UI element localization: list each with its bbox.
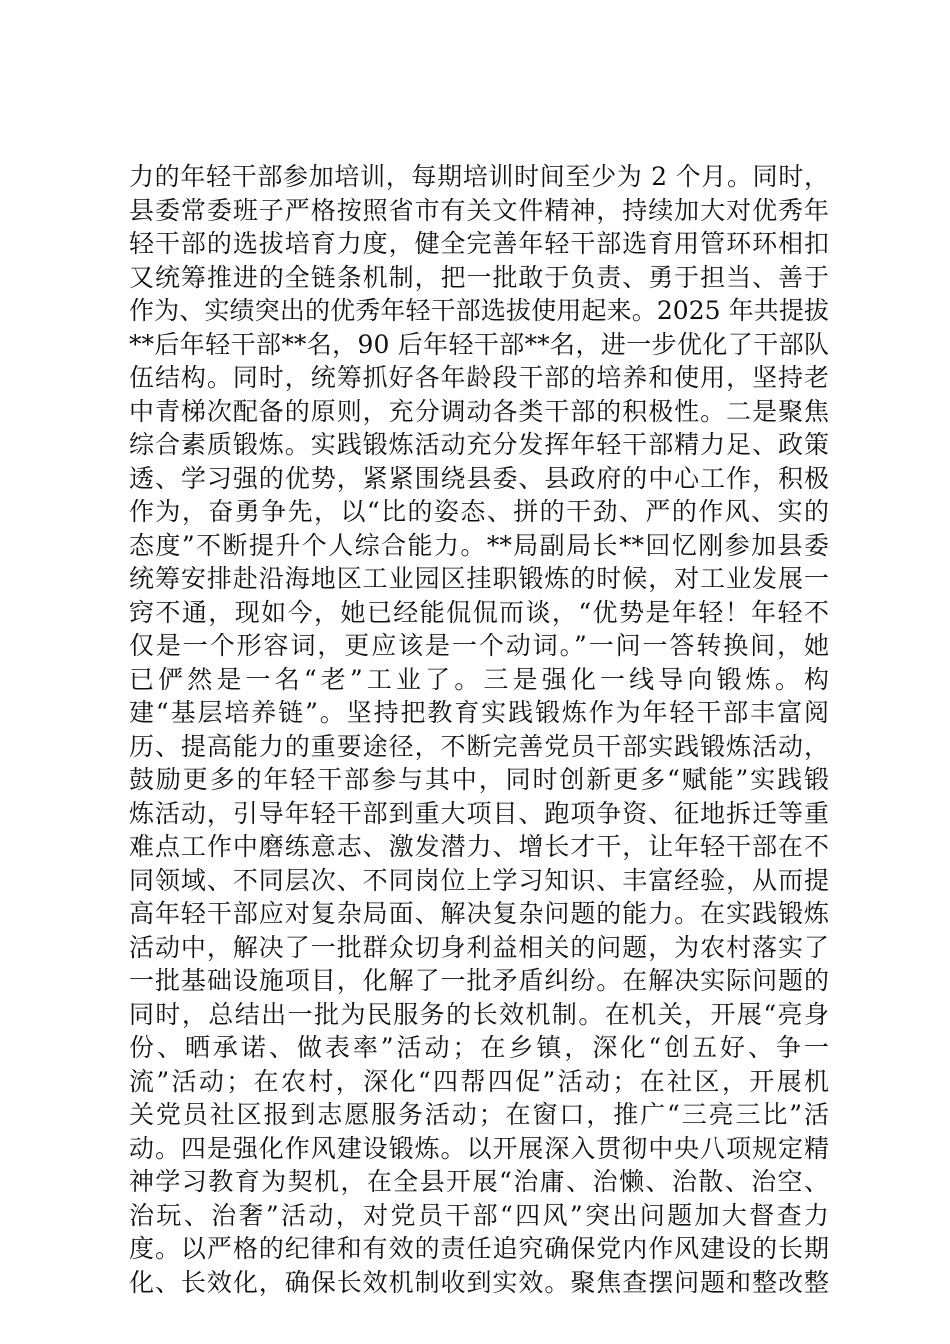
text-line: 仅是一个形容词，更应该是一个动词。”一问一答转换间，她 <box>129 631 829 660</box>
text-line: 一批基础设施项目，化解了一批矛盾纠纷。在解决实际问题的 <box>129 966 829 995</box>
text-line: 态度”不断提升个人综合能力。**局副局长**回忆刚参加县委 <box>129 530 829 560</box>
text-line: 活动中，解决了一批群众切身利益相关的问题，为农村落实了 <box>129 932 829 962</box>
text-line: 力的年轻干部参加培训，每期培训时间至少为 2 个月。同时， <box>129 162 829 191</box>
text-line: 又统筹推进的全链条机制，把一批敢于负责、勇于担当、善于 <box>129 262 829 292</box>
text-line: **后年轻干部**名，90 后年轻干部**名，进一步优化了干部队 <box>129 329 829 359</box>
text-line: 关党员社区报到志愿服务活动；在窗口，推广“三亮三比”活 <box>129 1100 829 1129</box>
text-line: 作为，奋勇争先，以“比的姿态、拼的干劲、严的作风、实的 <box>129 497 829 526</box>
text-line: 化、长效化，确保长效机制收到实效。聚焦查摆问题和整改整 <box>129 1267 829 1297</box>
text-line: 炼活动，引导年轻干部到重大项目、跑项争资、征地拆迁等重 <box>129 798 829 828</box>
text-line: 中青梯次配备的原则，充分调动各类干部的积极性。二是聚焦 <box>129 396 829 426</box>
body-paragraph <box>129 160 829 1299</box>
text-line: 同时，总结出一批为民服务的长效机制。在机关，开展“亮身 <box>129 999 829 1029</box>
text-line: 历、提高能力的重要途径，不断完善党员干部实践锻炼活动， <box>129 731 829 761</box>
text-line: 同领域、不同层次、不同岗位上学习知识、丰富经验，从而提 <box>129 865 829 895</box>
text-line: 建“基层培养链”。坚持把教育实践锻炼作为年轻干部丰富阅 <box>129 698 829 727</box>
text-line: 伍结构。同时，统筹抓好各年龄段干部的培养和使用，坚持老 <box>129 363 829 392</box>
text-line: 窍不通，现如今，她已经能侃侃而谈，“优势是年轻！年轻不 <box>129 597 829 627</box>
text-line: 综合素质锻炼。实践锻炼活动充分发挥年轻干部精力足、政策 <box>129 430 829 459</box>
text-line: 县委常委班子严格按照省市有关文件精神，持续加大对优秀年 <box>129 195 829 225</box>
text-line: 已俨然是一名“老”工业了。三是强化一线导向锻炼。构 <box>129 664 829 694</box>
text-line: 治玩、治奢”活动，对党员干部“四风”突出问题加大督查力 <box>129 1200 829 1230</box>
text-line: 难点工作中磨练意志、激发潜力、增长才干，让年轻干部在不 <box>129 832 829 861</box>
text-line: 统筹安排赴沿海地区工业园区挂职锻炼的时候，对工业发展一 <box>129 564 829 593</box>
text-line: 高年轻干部应对复杂局面、解决复杂问题的能力。在实践锻炼 <box>129 899 829 928</box>
text-line: 透、学习强的优势，紧紧围绕县委、县政府的中心工作，积极 <box>129 463 829 493</box>
text-line: 份、晒承诺、做表率”活动；在乡镇，深化“创五好、争一 <box>129 1033 829 1062</box>
text-line: 作为、实绩突出的优秀年轻干部选拔使用起来。2025 年共提拔 <box>129 296 829 325</box>
text-line: 鼓励更多的年轻干部参与其中，同时创新更多“赋能”实践锻 <box>129 765 829 794</box>
text-line: 流”活动；在农村，深化“四帮四促”活动；在社区，开展机 <box>129 1066 829 1096</box>
text-line: 神学习教育为契机，在全县开展“治庸、治懒、治散、治空、 <box>129 1167 829 1196</box>
text-line: 动。四是强化作风建设锻炼。以开展深入贯彻中央八项规定精 <box>129 1133 829 1163</box>
text-line: 度。以严格的纪律和有效的责任追究确保党内作风建设的长期 <box>129 1234 829 1263</box>
text-line: 轻干部的选拔培育力度，健全完善年轻干部选育用管环环相扣 <box>129 229 829 258</box>
